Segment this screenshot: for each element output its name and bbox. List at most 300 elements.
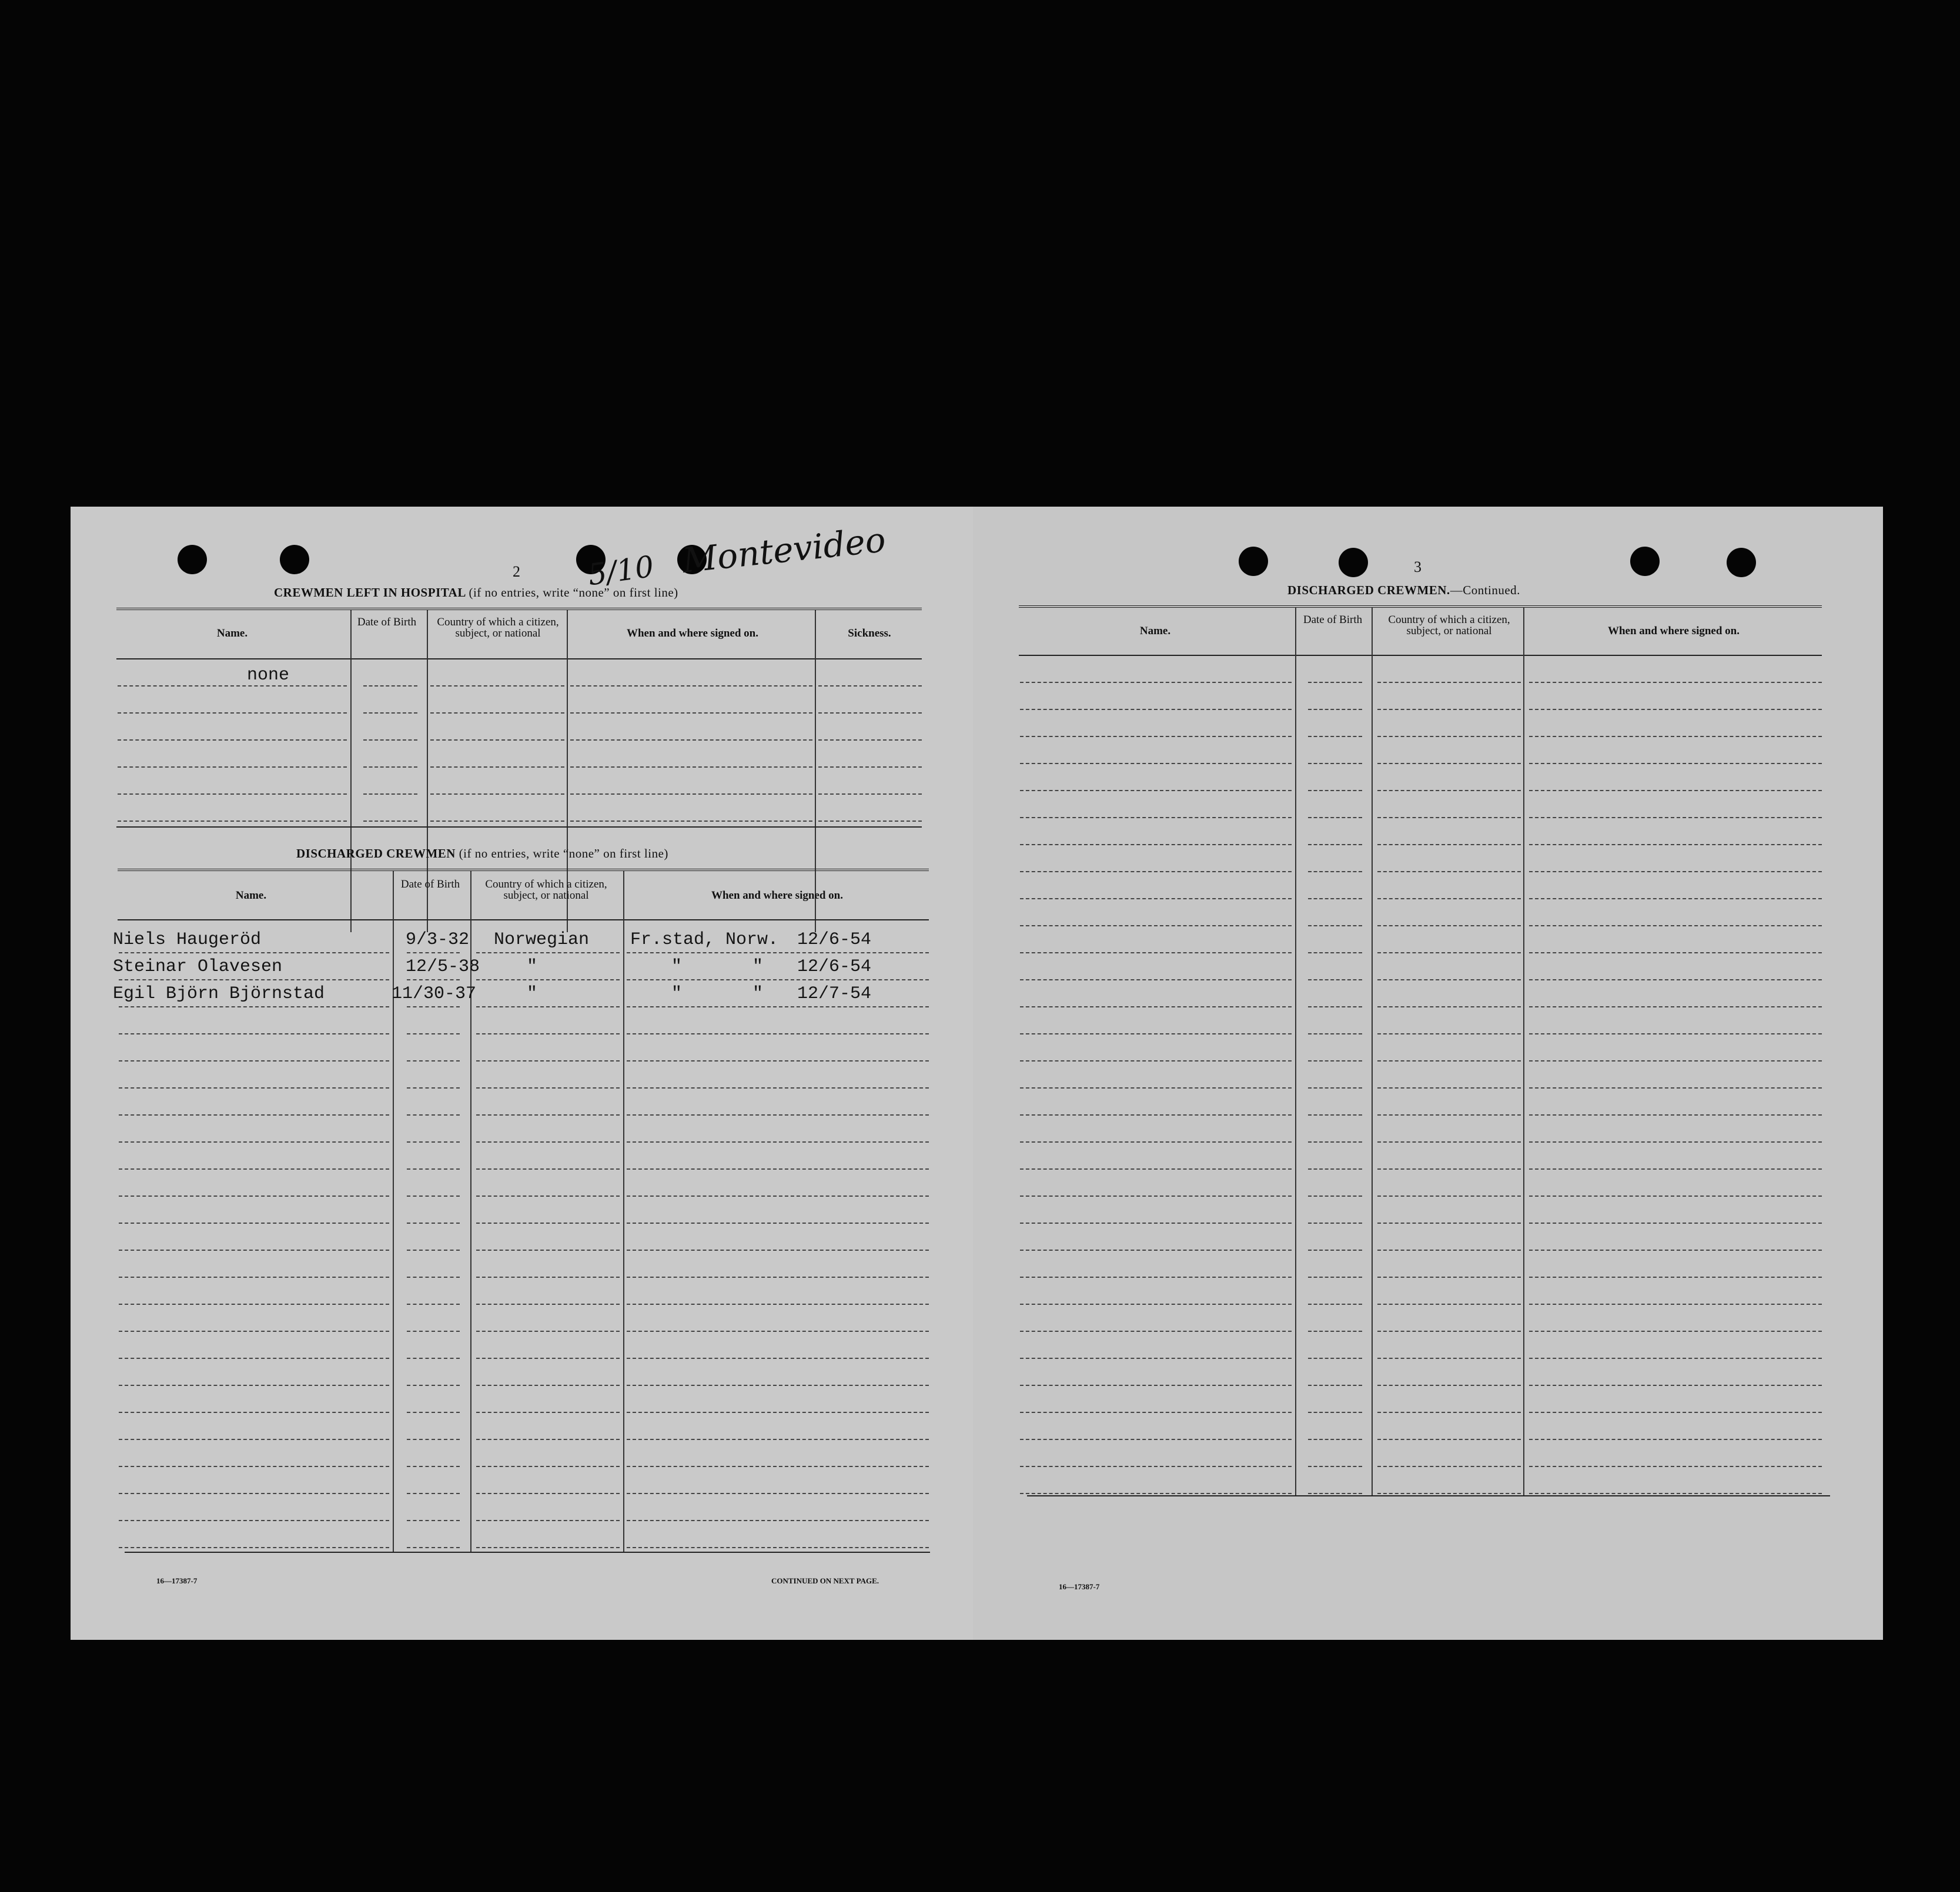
ruled-line [1020, 1439, 1292, 1440]
crew-dob: 12/5-38 [406, 957, 480, 977]
ruled-line [119, 1087, 389, 1089]
ruled-line [1529, 1412, 1822, 1413]
ruled-line [1308, 952, 1362, 953]
col-header-country: Country of which a citizen, subject, or national [1388, 614, 1510, 637]
ruled-line [627, 1385, 929, 1386]
ruled-line [1020, 817, 1292, 818]
ruled-line [407, 1223, 460, 1224]
rule [116, 658, 922, 659]
crew-name: Niels Haugeröd [113, 930, 262, 950]
ruled-line [407, 1331, 460, 1332]
ruled-line [1377, 1223, 1521, 1224]
ruled-line [1529, 736, 1822, 737]
ruled-line [1308, 1385, 1362, 1386]
ruled-line [407, 1168, 460, 1170]
col-header-name: Name. [235, 889, 267, 902]
ruled-line [430, 739, 564, 741]
ruled-line [407, 1033, 460, 1034]
ruled-line [1308, 925, 1362, 926]
ruled-line [1377, 682, 1521, 683]
ruled-line [1308, 1223, 1362, 1224]
ruled-line [476, 1493, 620, 1494]
ruled-line [476, 1250, 620, 1251]
ruled-line [818, 712, 922, 714]
ruled-line [1308, 763, 1362, 764]
ditto-mark: " [671, 957, 683, 977]
ruled-line [363, 793, 417, 795]
ruled-line [407, 979, 460, 980]
ruled-line [1377, 1277, 1521, 1278]
ruled-line [1529, 844, 1822, 845]
ruled-line [1529, 817, 1822, 818]
ruled-line [118, 793, 347, 795]
ruled-line [476, 1439, 620, 1440]
ruled-line [476, 1547, 620, 1548]
ruled-line [1308, 1087, 1362, 1089]
ruled-line [1020, 1277, 1292, 1278]
crew-dob: 11/30-37 [392, 984, 477, 1004]
ruled-line [627, 1358, 929, 1359]
ruled-line [1529, 1033, 1822, 1034]
rule [116, 608, 922, 610]
column-divider [623, 871, 624, 1553]
ruled-line [627, 979, 929, 980]
ruled-line [1529, 979, 1822, 980]
ruled-line [119, 1033, 389, 1034]
ruled-line [1020, 1385, 1292, 1386]
ruled-line [1377, 1196, 1521, 1197]
ruled-line [627, 1033, 929, 1034]
ruled-line [1308, 1060, 1362, 1061]
ruled-line [1377, 844, 1521, 845]
punch-hole [280, 545, 309, 574]
ruled-line [1020, 1466, 1292, 1467]
ruled-line [407, 1250, 460, 1251]
ruled-line [363, 739, 417, 741]
crew-country: " [527, 957, 538, 977]
crew-dob: 9/3-32 [406, 930, 470, 950]
handwritten-fraction: 5/10 [586, 549, 656, 592]
ruled-line [476, 1033, 620, 1034]
column-divider [1372, 608, 1373, 1495]
ruled-line [1308, 817, 1362, 818]
ruled-line [627, 1196, 929, 1197]
ruled-line [119, 1006, 389, 1007]
page-number: 2 [513, 563, 520, 580]
ruled-line [570, 821, 812, 822]
ruled-line [1308, 790, 1362, 791]
ruled-line [627, 1087, 929, 1089]
ruled-line [1529, 763, 1822, 764]
ruled-line [476, 1168, 620, 1170]
column-divider [1523, 608, 1524, 1495]
ruled-line [1377, 1412, 1521, 1413]
ruled-line [1377, 1304, 1521, 1305]
ruled-line [1529, 952, 1822, 953]
ruled-line [1020, 1412, 1292, 1413]
ruled-line [1020, 1493, 1292, 1494]
ruled-line [1377, 1087, 1521, 1089]
ruled-line [476, 1304, 620, 1305]
ruled-line [1020, 1006, 1292, 1007]
ruled-line [1308, 1358, 1362, 1359]
ruled-line [1308, 979, 1362, 980]
ruled-line [1020, 871, 1292, 872]
ruled-line [1529, 682, 1822, 683]
ditto-mark: " [752, 957, 764, 977]
ruled-line [407, 1466, 460, 1467]
ruled-line [407, 1141, 460, 1143]
ruled-line [1377, 1439, 1521, 1440]
ruled-line [119, 1412, 389, 1413]
ruled-line [1377, 952, 1521, 953]
col-header-name: Name. [1139, 625, 1171, 637]
ruled-line [1529, 1168, 1822, 1170]
ruled-line [818, 793, 922, 795]
ruled-line [1377, 1358, 1521, 1359]
ruled-line [407, 1196, 460, 1197]
column-divider [815, 610, 816, 932]
ruled-line [1020, 925, 1292, 926]
ruled-line [1377, 1114, 1521, 1116]
ruled-line [407, 952, 460, 953]
ruled-line [476, 952, 620, 953]
ruled-line [363, 685, 417, 687]
ruled-line [1020, 763, 1292, 764]
ruled-line [119, 1304, 389, 1305]
col-header-sickness: Sickness. [848, 627, 891, 639]
ruled-line [476, 1358, 620, 1359]
ruled-line [1020, 1141, 1292, 1143]
ruled-line [1020, 1358, 1292, 1359]
crew-signed-date: 12/6-54 [797, 930, 872, 950]
discharged-continued-title: DISCHARGED CREWMEN.—Continued. [1287, 583, 1520, 597]
ruled-line [570, 766, 812, 768]
ruled-line [476, 1277, 620, 1278]
ruled-line [119, 1520, 389, 1521]
ruled-line [118, 821, 347, 822]
ruled-line [119, 1358, 389, 1359]
crew-name: Egil Björn Björnstad [113, 984, 325, 1004]
ruled-line [1308, 1006, 1362, 1007]
crew-signed-date: 12/6-54 [797, 957, 872, 977]
column-divider [393, 871, 394, 1553]
ruled-line [407, 1277, 460, 1278]
ruled-line [476, 979, 620, 980]
ruled-line [627, 1520, 929, 1521]
rule [1027, 1495, 1830, 1496]
column-divider [350, 610, 352, 932]
ruled-line [1308, 1141, 1362, 1143]
ruled-line [1377, 763, 1521, 764]
ruled-line [363, 712, 417, 714]
ruled-line [1529, 1141, 1822, 1143]
ruled-line [476, 1331, 620, 1332]
rule [118, 919, 929, 920]
ditto-mark: " [671, 984, 683, 1004]
col-header-country: Country of which a citizen, subject, or national [485, 878, 607, 902]
col-header-dob: Date of Birth [400, 878, 460, 890]
ruled-line [1020, 790, 1292, 791]
ruled-line [1308, 1033, 1362, 1034]
ruled-line [1377, 1331, 1521, 1332]
ruled-line [118, 766, 347, 768]
ruled-line [1308, 898, 1362, 899]
ruled-line [1529, 1114, 1822, 1116]
handwritten-place: Montevideo [680, 520, 888, 581]
ruled-line [1529, 898, 1822, 899]
crew-country: Norwegian [494, 930, 590, 950]
ruled-line [1529, 709, 1822, 710]
ruled-line [476, 1114, 620, 1116]
ruled-line [119, 952, 389, 953]
hospital-section-title: CREWMEN LEFT IN HOSPITAL (if no entries, write “none” on first line) [274, 585, 678, 600]
ruled-line [1020, 952, 1292, 953]
ruled-line [1308, 1493, 1362, 1494]
crew-country: " [527, 984, 538, 1004]
ruled-line [1529, 1331, 1822, 1332]
ruled-line [1020, 1114, 1292, 1116]
ruled-line [363, 766, 417, 768]
col-header-signed-on: When and where signed on. [1607, 625, 1740, 637]
rule [1019, 605, 1822, 608]
hospital-entry-none: none [247, 665, 290, 685]
ruled-line [430, 793, 564, 795]
ruled-line [627, 1277, 929, 1278]
ruled-line [1529, 1250, 1822, 1251]
ruled-line [430, 712, 564, 714]
col-header-signed-on: When and where signed on. [711, 889, 843, 902]
ruled-line [1529, 1439, 1822, 1440]
ruled-line [1020, 682, 1292, 683]
ruled-line [818, 766, 922, 768]
ruled-line [1377, 871, 1521, 872]
col-header-name: Name. [216, 627, 248, 639]
ruled-line [119, 1493, 389, 1494]
ruled-line [1020, 1223, 1292, 1224]
ruled-line [570, 685, 812, 687]
ruled-line [627, 1250, 929, 1251]
ruled-line [1377, 790, 1521, 791]
ruled-line [1308, 1114, 1362, 1116]
ruled-line [1377, 1141, 1521, 1143]
ruled-line [430, 766, 564, 768]
ruled-line [1529, 1493, 1822, 1494]
rule [116, 826, 922, 828]
ruled-line [407, 1006, 460, 1007]
ruled-line [1529, 1006, 1822, 1007]
ruled-line [627, 1114, 929, 1116]
ruled-line [407, 1412, 460, 1413]
punch-hole [178, 545, 207, 574]
ruled-line [1308, 1439, 1362, 1440]
ruled-line [627, 1439, 929, 1440]
ruled-line [1377, 1250, 1521, 1251]
ruled-line [407, 1304, 460, 1305]
ruled-line [119, 1141, 389, 1143]
ruled-line [1308, 709, 1362, 710]
ruled-line [1529, 790, 1822, 791]
ruled-line [570, 712, 812, 714]
ruled-line [1308, 1304, 1362, 1305]
ruled-line [407, 1087, 460, 1089]
ruled-line [627, 1060, 929, 1061]
ruled-line [1529, 925, 1822, 926]
ruled-line [1377, 1493, 1521, 1494]
ruled-line [1529, 1304, 1822, 1305]
ruled-line [119, 1331, 389, 1332]
ruled-line [119, 1277, 389, 1278]
ruled-line [627, 1006, 929, 1007]
ruled-line [1020, 1331, 1292, 1332]
ruled-line [1529, 1087, 1822, 1089]
ruled-line [1529, 1277, 1822, 1278]
ruled-line [407, 1493, 460, 1494]
ruled-line [1308, 1412, 1362, 1413]
ruled-line [1020, 1087, 1292, 1089]
ruled-line [627, 1168, 929, 1170]
ruled-line [1020, 736, 1292, 737]
ruled-line [363, 821, 417, 822]
ruled-line [476, 1466, 620, 1467]
ruled-line [1308, 1250, 1362, 1251]
ruled-line [627, 1141, 929, 1143]
ruled-line [818, 821, 922, 822]
ruled-line [1308, 736, 1362, 737]
ruled-line [627, 1466, 929, 1467]
ruled-line [1020, 1033, 1292, 1034]
rule [1019, 655, 1822, 656]
ruled-line [476, 1385, 620, 1386]
column-divider [1295, 608, 1296, 1495]
ruled-line [119, 1439, 389, 1440]
col-header-dob: Date of Birth [357, 616, 417, 628]
ruled-line [119, 1250, 389, 1251]
ruled-line [430, 821, 564, 822]
ruled-line [570, 739, 812, 741]
crew-signed-where: Fr.stad, Norw. [630, 930, 779, 950]
ruled-line [119, 1168, 389, 1170]
ruled-line [1377, 1033, 1521, 1034]
ruled-line [430, 685, 564, 687]
col-header-signed-on: When and where signed on. [626, 627, 758, 639]
punch-hole [1727, 548, 1756, 577]
ruled-line [119, 1547, 389, 1548]
ruled-line [1377, 925, 1521, 926]
ruled-line [407, 1439, 460, 1440]
ruled-line [1308, 1277, 1362, 1278]
crew-signed-date: 12/7-54 [797, 984, 872, 1004]
ruled-line [118, 685, 347, 687]
ruled-line [1020, 979, 1292, 980]
ruled-line [1308, 1168, 1362, 1170]
ruled-line [1020, 844, 1292, 845]
ruled-line [1377, 817, 1521, 818]
discharged-section-title: DISCHARGED CREWMEN (if no entries, write “none” on first line) [296, 846, 668, 860]
ruled-line [1377, 709, 1521, 710]
ruled-line [1308, 844, 1362, 845]
ruled-line [407, 1114, 460, 1116]
ruled-line [407, 1060, 460, 1061]
ruled-line [476, 1141, 620, 1143]
ruled-line [1377, 1385, 1521, 1386]
left-form-page [71, 507, 981, 1640]
ruled-line [1529, 1358, 1822, 1359]
ruled-line [476, 1412, 620, 1413]
ruled-line [119, 1385, 389, 1386]
ruled-line [1020, 1168, 1292, 1170]
ruled-line [476, 1060, 620, 1061]
punch-hole [1339, 548, 1368, 577]
ditto-mark: " [752, 984, 764, 1004]
ruled-line [1377, 1006, 1521, 1007]
ruled-line [407, 1520, 460, 1521]
ruled-line [407, 1547, 460, 1548]
ruled-line [476, 1223, 620, 1224]
rule [118, 869, 929, 871]
rule [125, 1552, 930, 1553]
ruled-line [1529, 1196, 1822, 1197]
ruled-line [627, 1304, 929, 1305]
ruled-line [1529, 1466, 1822, 1467]
ruled-line [1020, 1196, 1292, 1197]
right-form-page [973, 507, 1883, 1640]
ruled-line [118, 712, 347, 714]
ruled-line [1020, 1250, 1292, 1251]
ruled-line [1308, 1466, 1362, 1467]
ruled-line [1377, 1060, 1521, 1061]
ruled-line [1529, 1060, 1822, 1061]
ruled-line [119, 1060, 389, 1061]
ruled-line [1020, 1304, 1292, 1305]
ruled-line [1308, 682, 1362, 683]
ruled-line [119, 1114, 389, 1116]
ruled-line [627, 1223, 929, 1224]
ruled-line [570, 793, 812, 795]
ruled-line [1308, 1196, 1362, 1197]
ruled-line [1308, 1331, 1362, 1332]
form-number: 16—17387-7 [1059, 1582, 1100, 1591]
ruled-line [1377, 898, 1521, 899]
ruled-line [119, 1223, 389, 1224]
ruled-line [476, 1006, 620, 1007]
ruled-line [1529, 871, 1822, 872]
ruled-line [627, 1412, 929, 1413]
ruled-line [1020, 709, 1292, 710]
punch-hole [1239, 547, 1268, 576]
ruled-line [818, 685, 922, 687]
ruled-line [407, 1385, 460, 1386]
punch-hole [1630, 547, 1660, 576]
col-header-country: Country of which a citizen, subject, or national [437, 616, 559, 639]
ruled-line [119, 1196, 389, 1197]
ruled-line [119, 1466, 389, 1467]
ruled-line [118, 739, 347, 741]
continued-note: CONTINUED ON NEXT PAGE. [771, 1576, 879, 1585]
ruled-line [1377, 736, 1521, 737]
form-number: 16—17387-7 [156, 1576, 198, 1585]
ruled-line [1529, 1223, 1822, 1224]
ruled-line [1529, 1385, 1822, 1386]
col-header-dob: Date of Birth [1303, 614, 1363, 626]
ruled-line [1020, 1060, 1292, 1061]
ruled-line [407, 1358, 460, 1359]
ruled-line [818, 739, 922, 741]
ruled-line [119, 979, 389, 980]
ruled-line [627, 1493, 929, 1494]
ruled-line [627, 952, 929, 953]
ruled-line [476, 1087, 620, 1089]
